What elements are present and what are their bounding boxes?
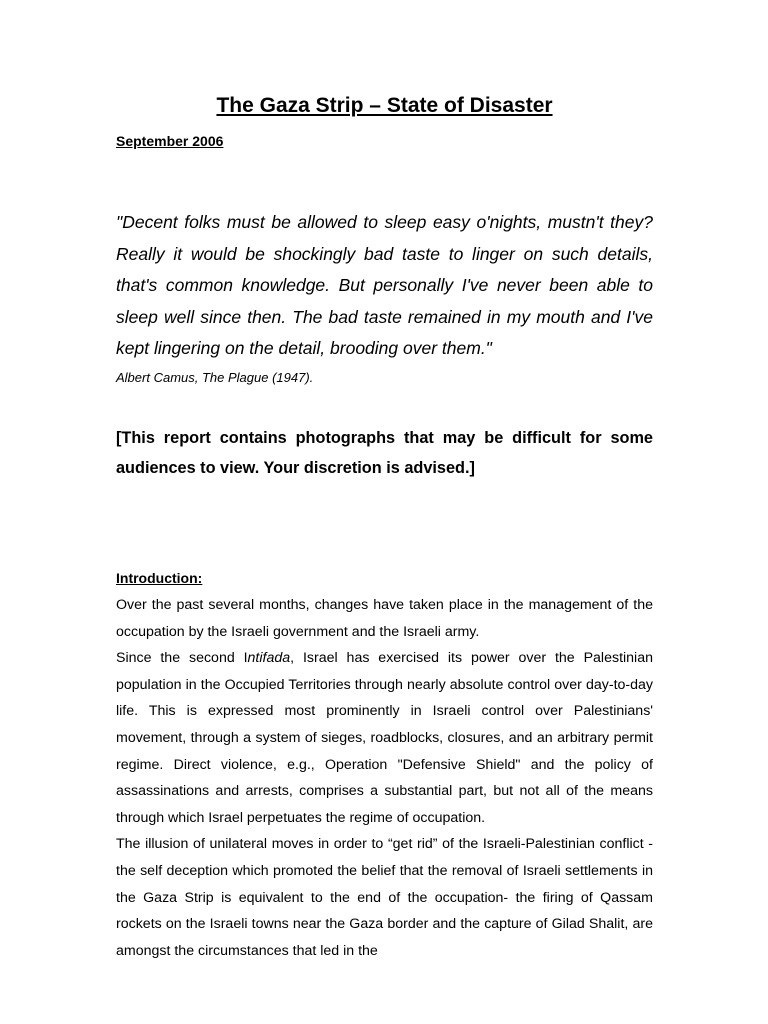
introduction-paragraph [116, 645, 653, 831]
introduction-paragraph: The illusion of unilateral moves in order to “get rid” of the Israeli-Palestinian conflict - the self deception which promoted the belief that the removal of Israeli settlements in the Gaza Strip is equivalent to the end of the occupation- the firing of Qassam rockets on the Israeli towns near the Gaza border and the capture of Gilad Shalit, are amongst the circumstances that led in the [116, 836, 653, 959]
paragraph-lead: Since the second I [116, 650, 248, 667]
introduction-heading: Introduction: [116, 570, 203, 586]
content-warning: [This report contains photographs that may be difficult for some audiences to view. Your discretion is advised.] [116, 429, 653, 477]
epigraph-quote: "Decent folks must be allowed to sleep easy o'nights, mustn't they? Really it would be shockingly bad taste to linger on such details, that's common knowledge. But personally I've never been able to sleep well since then. The bad taste remained in my mouth and I've kept lingering on the detail, brooding over them." [116, 212, 653, 358]
document-title: The Gaza Strip – State of Disaster [216, 94, 553, 117]
paragraph-rest: , Israel has exercised its power over the Palestinian population in the Occupied Territories through nearly absolute control over day-to-day life. This is expressed most prominently in Israeli control over Palestinians' movement, through a system of sieges, roadblocks, closures, and an arbitrary permit regime. Direct violence, e.g., Operation "Defensive Shield" and the policy of assassinations and arrests, comprises a substantial part, but not all of the means through which Israel perpetuates the regime of occupation. [116, 650, 653, 826]
document-page [116, 0, 653, 1024]
introduction-paragraph: Over the past several months, changes have taken place in the management of the occupation by the Israeli government and the Israeli army. [116, 597, 653, 640]
document-date: September 2006 [116, 133, 224, 149]
introduction-body [116, 592, 653, 964]
intifada-italic: ntifada [247, 650, 291, 667]
quote-attribution: Albert Camus, The Plague (1947). [116, 370, 314, 385]
